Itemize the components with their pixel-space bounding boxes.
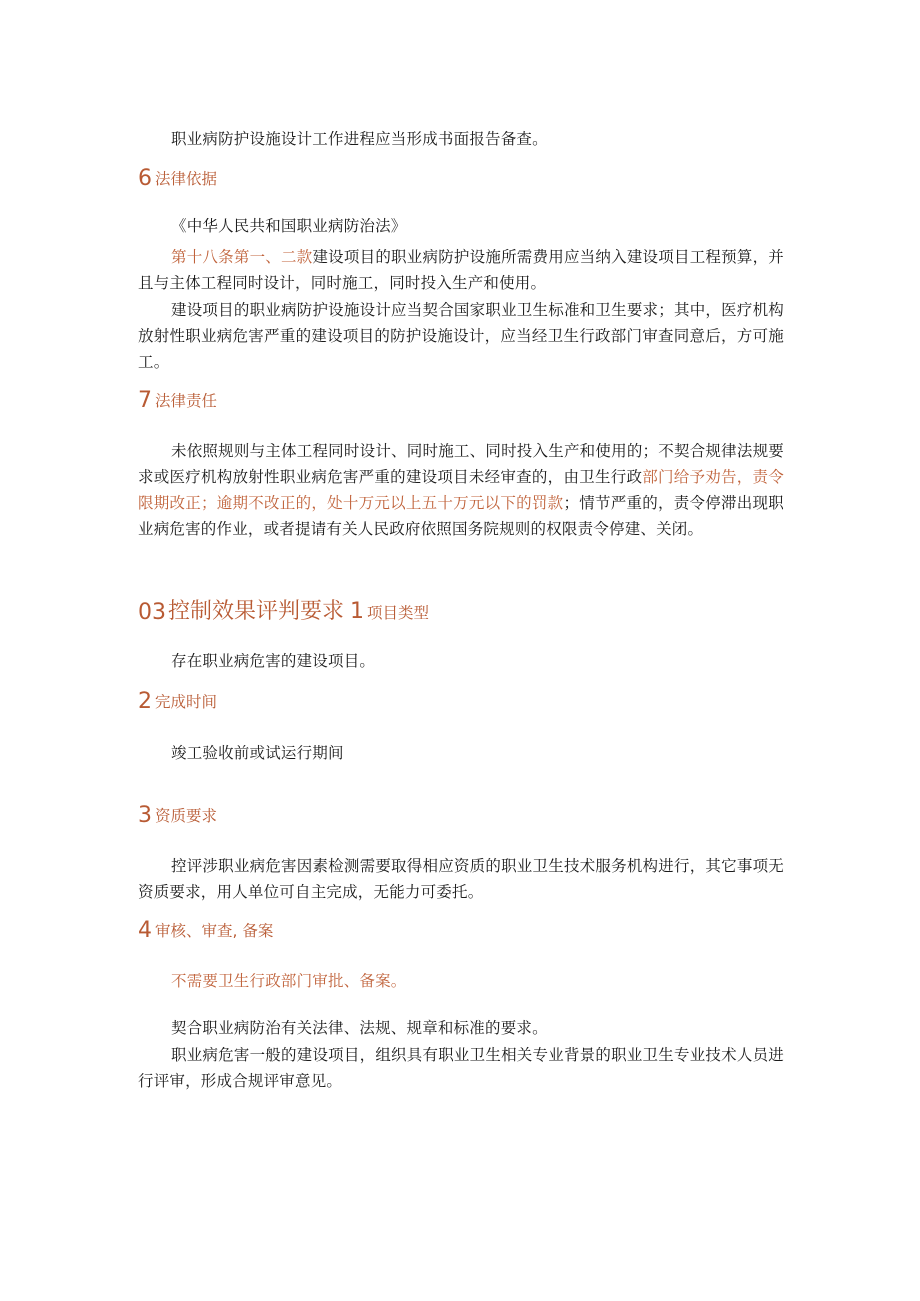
liability-penalty: 部门给予劝告，责令限期改正；逾期不改正的，处十万元以上五十万元以下的罚款 [138, 468, 784, 512]
section-title: 法律责任 [155, 392, 218, 410]
article-reference: 第十八条第一、二款 [171, 248, 313, 266]
section-number: 1 [350, 599, 365, 624]
paragraph-general-project: 职业病危害一般的建设项目，组织具有职业卫生相关专业背景的职业卫生专业技术人员进行评审，形成合规评审意见。 [138, 1046, 784, 1090]
section-6-heading [138, 166, 217, 191]
section-number: 7 [138, 388, 152, 413]
paragraph-compliance: 契合职业病防治有关法律、法规、规章和标准的要求。 [171, 1019, 548, 1037]
paragraph-design-requirement: 建设项目的职业病防护设施设计应当契合国家职业卫生标准和卫生要求；其中，医疗机构放射性职业病危害严重的建设项目的防护设施设计，应当经卫生行政部门审查同意后，方可施工。 [138, 301, 784, 371]
section-title: 审核、审查, 备案 [155, 922, 274, 940]
section-title: 资质要求 [155, 807, 218, 825]
section-2-heading [138, 689, 217, 714]
paragraph-review: 不需要卫生行政部门审批、备案。 [171, 972, 407, 990]
section-03-heading [138, 594, 429, 625]
paragraph-intro: 职业病防护设施设计工作进程应当形成书面报告备查。 [171, 130, 548, 148]
chapter-title: 控制效果评判要求 [168, 599, 345, 624]
paragraph-completion-time: 竣工验收前或试运行期间 [171, 744, 344, 762]
section-number: 3 [138, 803, 152, 828]
paragraph-article-18 [138, 244, 784, 296]
paragraph-liability [138, 438, 784, 542]
law-name: 《中华人民共和国职业病防治法》 [171, 217, 407, 235]
section-number: 4 [138, 918, 152, 943]
section-title: 完成时间 [155, 693, 218, 711]
section-7-heading [138, 388, 217, 413]
paragraph-project-type: 存在职业病危害的建设项目。 [171, 652, 376, 670]
paragraph-qualification: 控评涉职业病危害因素检测需要取得相应资质的职业卫生技术服务机构进行，其它事项无资质要求，用人单位可自主完成，无能力可委托。 [138, 857, 784, 901]
section-number: 6 [138, 166, 152, 191]
liability-text-c: ；情节严重的，责令停滞出现职业病危害的作业，或者提请有关人民政府依照国务院规则的权限责令停建、关闭。 [138, 494, 784, 538]
article-text: 建设项目的职业病防护设施所需费用应当纳入建设项目工程预算，并且与主体工程同时设计，同时施工，同时投入生产和使用。 [138, 248, 784, 292]
section-title: 法律依据 [155, 170, 218, 188]
chapter-number: 03 [138, 600, 166, 625]
section-number: 2 [138, 689, 152, 714]
liability-text-a: 未依照规则与主体工程同时设计、同时施工、同时投入生产和使用的；不契合规律法规要求或医疗机构放射性职业病危害严重的建设项目未经审查的，由卫生行政 [138, 442, 784, 486]
section-4-heading [138, 918, 273, 943]
section-title: 项目类型 [367, 604, 430, 622]
section-3-heading [138, 803, 217, 828]
